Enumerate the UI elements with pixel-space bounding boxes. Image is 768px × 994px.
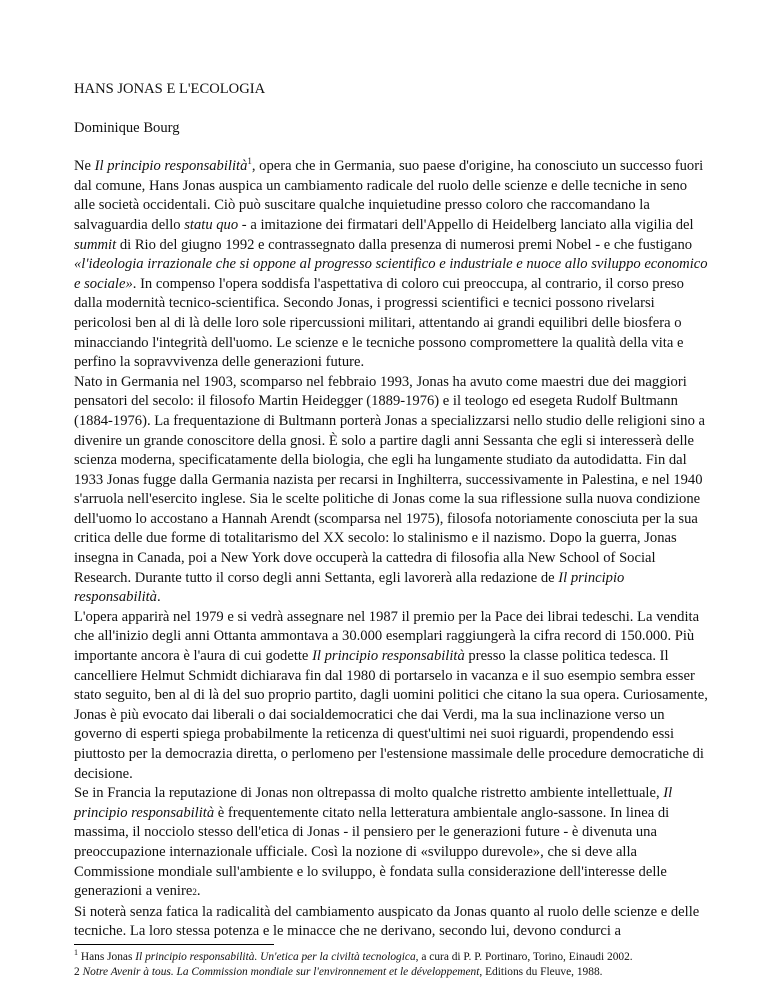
footnote-divider bbox=[74, 944, 274, 945]
paragraph-4 bbox=[74, 784, 708, 903]
text-run: L'opera apparirà nel 1979 e si vedrà assegnare nel 1987 il premio per la Pace dei librai tedeschi. La vendita che all'inizio degli anni Ottanta ammontava a 30.000 esemplari raggiungerà la cifra record di 150.000. Più importante ancora è l'aura di cui godette bbox=[74, 608, 700, 665]
book-title: Il principio responsabilità bbox=[312, 648, 465, 665]
text-run: Hans Jonas bbox=[78, 951, 136, 963]
text-run: è frequentemente citato nella letteratura ambientale anglo-sassone. In linea di massima, il nocciolo stesso dell'etica di Jonas - il pensiero per le generazioni future - è divenuta una preoccupazione internazionale ufficiale. Così la nozione di «sviluppo durevole», che si deve alla Commissione mondiale sull'ambiente e lo sviluppo, è fondata sulla considerazione dell'interesse delle generazioni a venire bbox=[74, 804, 670, 900]
text-run: . bbox=[156, 589, 161, 606]
paragraph-5 bbox=[74, 903, 708, 942]
author-name: Dominique Bourg bbox=[74, 119, 180, 136]
footnote-2 bbox=[74, 965, 714, 980]
text-run: presso la classe politica tedesca. Il cancelliere Helmut Schmidt dichiarava fin dal 1980 di portarselo in vacanza e il suo esempio sembra esser stato seguito, ben al di là del suo proprio partito, dagli uomini politici che citano la sua opera. Curiosamente, Jonas è più evocato dai liberali o dai socialdemocratici che dai Verdi, ma la sua inclinazione verso un governo di esperti spiega probabilmente la reticenza di quest'ultimi nei suoi riguardi, propendendo essi piuttosto per la democrazia diretta, o perlomeno per l'estensione massimale delle procedure democratiche di decisione. bbox=[74, 648, 708, 782]
footnotes bbox=[74, 950, 714, 979]
text-run: , Editions du Fleuve, 1988. bbox=[479, 965, 603, 978]
book-title: Il principio responsabilità. Un'etica per la civiltà tecnologica bbox=[135, 951, 416, 963]
book-title: Il principio responsabilità bbox=[74, 785, 673, 821]
paragraph-3 bbox=[74, 608, 708, 784]
text-run: Si noterà senza fatica la radicalità del cambiamento auspicato da Jonas quanto al ruolo delle scienze e delle tecniche. La loro stessa potenza e le minacce che ne derivano, secondo lui, devono condurci a bbox=[74, 903, 700, 940]
text-run: Nato in Germania nel 1903, scomparso nel febbraio 1993, Jonas ha avuto come maestri due dei maggiori pensatori del secolo: il filosofo Martin Heidegger (1889-1976) e il teologo ed esegeta Rudolf Bultmann (1884-1976). La frequentazione di Bultmann porterà Jonas a specializzarsi nello studio delle religioni sino a divenire un grande conoscitore della gnosi. È solo a partire dagli anni Sessanta che egli si interesserà delle scienza moderna, specificatamente della biologia, che egli ha lungamente studiato da autodidatta. Fin dal 1933 Jonas fugge dalla Germania nazista per recarsi in Inghilterra, successivamente in Palestina, e nel 1940 s'arruola nell'esercito inglese. Sia le scelte politiche di Jonas come la sua riflessione sulla nuova condizione dell'uomo lo accostano a Hannah Arendt (scomparsa nel 1975), filosofa notoriamente conosciuta per la sua critica delle due forme di totalitarismo del XX secolo: lo stalinismo e il nazismo. Dopo la guerra, Jonas insegna in Canada, poi a New York dove occuperà la cattedra di filosofia alla New School of Social Research. Durante tutto il corso degli anni Settanta, egli lavorerà alla redazione de bbox=[74, 373, 705, 586]
text-run: Ne bbox=[74, 158, 95, 175]
footnote-ref-1[interactable]: 1 bbox=[247, 156, 252, 167]
italic-term: statu quo bbox=[184, 216, 239, 233]
document-title: HANS JONAS E L'ECOLOGIA bbox=[74, 81, 266, 97]
text-run: , opera che in Germania, suo paese d'origine, ha conosciuto un successo fuori dal comune, Hans Jonas auspica un cambiamento radicale del ruolo delle scienze e delle tecniche in seno alle società occidentali. Ciò può suscitare qualche inquietudine presso coloro che raccomandano la salvaguardia dello bbox=[74, 158, 704, 233]
paragraph-1 bbox=[74, 157, 708, 373]
footnote-number: 2 bbox=[74, 965, 80, 978]
footnote-1 bbox=[74, 950, 714, 965]
text-run: . In compenso l'opera soddisfa l'aspettativa di coloro cui preoccupa, al contrario, il corso preso dalla modernità tecnico-scientifica. Secondo Jonas, i progressi scientifici e tecnici possono rivelarsi pericolosi ben al di là delle loro sole ripercussioni militari, attentando ai grandi equilibri delle biosfera o minacciando l'integrità dell'uomo. Le scienze e le tecniche possono compromettere la qualità della vita e perfino la sopravvivenza delle generazioni future. bbox=[74, 275, 684, 371]
footnote-number: 1 bbox=[74, 948, 78, 958]
text-run: , a cura di P. P. Portinaro, Torino, Einaudi 2002. bbox=[415, 951, 633, 963]
document-page bbox=[74, 80, 708, 942]
italic-term: summit bbox=[74, 236, 117, 253]
text-run: Se in Francia la reputazione di Jonas non oltrepassa di molto qualche ristretto ambiente intellettuale, bbox=[74, 785, 664, 802]
book-title: Il principio responsabilità bbox=[74, 569, 625, 606]
article-body bbox=[74, 157, 708, 942]
italic-quote: «l'ideologia irrazionale che si oppone al progresso scientifico e industriale e nuoce allo sviluppo economico e sociale» bbox=[74, 256, 708, 292]
text-run: - a imitazione dei firmatari dell'Appello di Heidelberg lanciato alla vigilia del bbox=[238, 216, 694, 233]
book-title: Notre Avenir à tous. La Commission mondiale sur l'environnement et le développement bbox=[82, 965, 480, 978]
book-title: Il principio responsabilità bbox=[94, 158, 248, 175]
footnote-ref-2[interactable]: 2 bbox=[192, 887, 197, 898]
paragraph-2 bbox=[74, 373, 708, 608]
text-run: . bbox=[196, 883, 201, 900]
text-run: di Rio del giugno 1992 e contrassegnato dalla presenza di numerosi premi Nobel - e che fustigano bbox=[116, 236, 693, 253]
